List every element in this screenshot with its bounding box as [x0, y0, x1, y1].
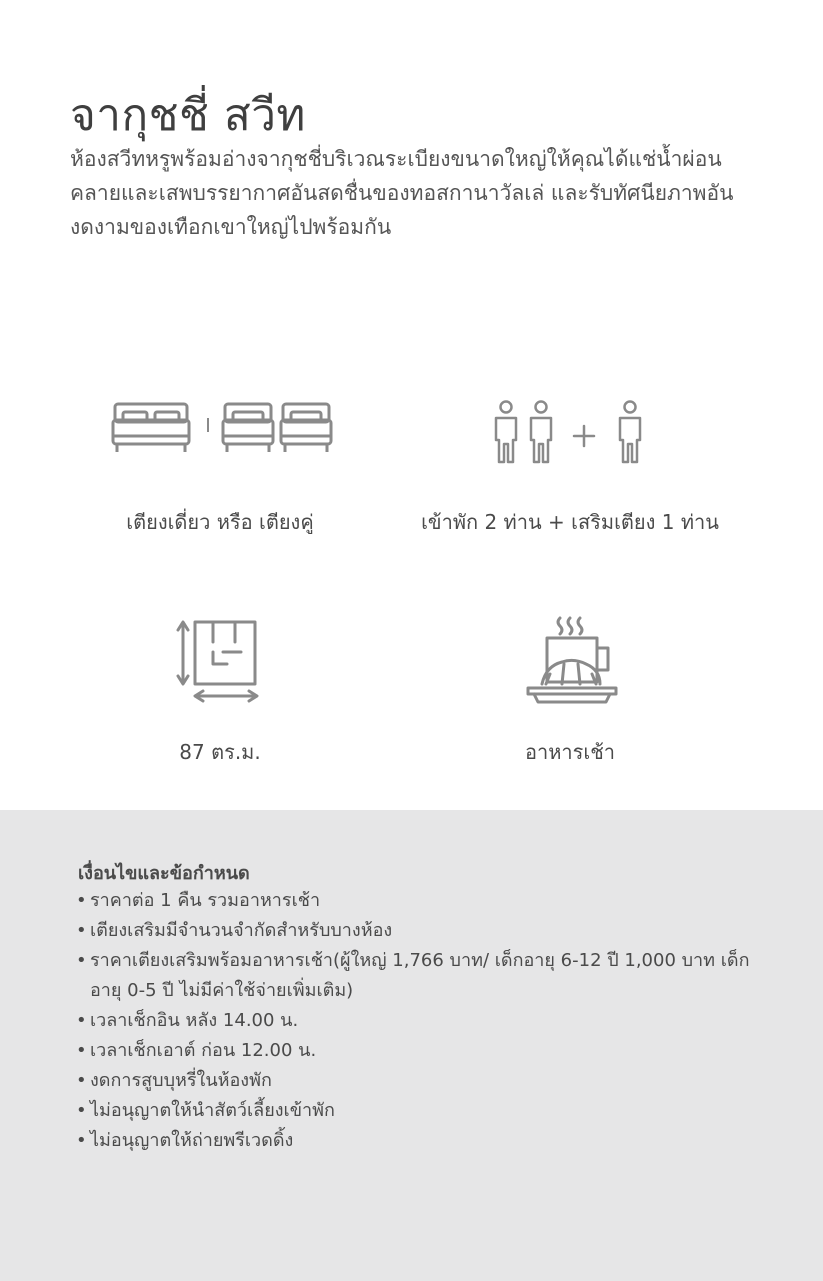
conditions-panel [0, 810, 823, 1281]
condition-item: • งดการสูบบุหรี่ในห้องพัก [76, 1066, 776, 1096]
condition-item: • ไม่อนุญาตให้นำสัตว์เลี้ยงเข้าพัก [76, 1096, 776, 1126]
floor-plan-icon [175, 612, 265, 704]
feature-bed [60, 400, 380, 534]
condition-item: • เวลาเช็กอิน หลัง 14.00 น. [76, 1006, 776, 1036]
bed-icon [105, 400, 335, 460]
feature-breakfast [400, 612, 740, 764]
condition-item: • ราคาต่อ 1 คืน รวมอาหารเช้า [76, 886, 776, 916]
condition-item: • เตียงเสริมมีจำนวนจำกัดสำหรับบางห้อง [76, 916, 776, 946]
breakfast-icon [520, 612, 620, 712]
bed-label: เตียงเดี่ยว หรือ เตียงคู่ [126, 510, 314, 534]
guests-label: เข้าพัก 2 ท่าน + เสริมเตียง 1 ท่าน [421, 510, 719, 534]
room-description: ห้องสวีทหรูพร้อมอ่างจากุชชี่บริเวณระเบียงขนาดใหญ่ให้คุณได้แช่น้ำผ่อนคลายและเสพบรรยากาศอันสดชื่นของทอสกานาวัลเล่ และรับทัศนียภาพอันงดงามของเทือกเขาใหญ่ไปพร้อมกัน [70, 147, 734, 239]
condition-item: • ราคาเตียงเสริมพร้อมอาหารเช้า(ผู้ใหญ่ 1,766 บาท/ เด็กอายุ 6-12 ปี 1,000 บาท เด็กอายุ 0-5 ปี ไม่มีค่าใช้จ่ายเพิ่มเติม) [76, 946, 776, 1006]
guests-icon [490, 400, 650, 468]
room-title: จากุชชี่ สวีท [70, 90, 306, 141]
conditions-list [76, 886, 776, 1156]
condition-item: • ไม่อนุญาตให้ถ่ายพรีเวดดิ้ง [76, 1126, 776, 1156]
feature-guests [400, 400, 740, 534]
conditions-title: เงื่อนไขและข้อกำหนด [78, 863, 250, 884]
feature-area [60, 612, 380, 764]
condition-item: • เวลาเช็กเอาต์ ก่อน 12.00 น. [76, 1036, 776, 1066]
breakfast-label: อาหารเช้า [524, 740, 616, 764]
area-label: 87 ตร.ม. [179, 740, 261, 764]
